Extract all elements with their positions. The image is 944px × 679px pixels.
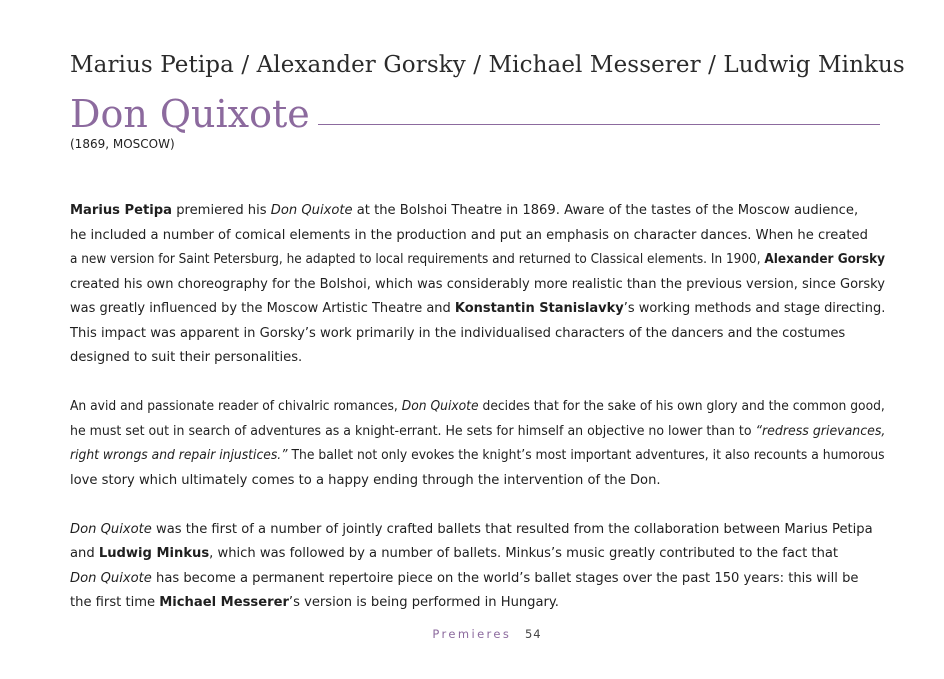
text-run: and xyxy=(70,546,99,561)
italic-text: Don Quixote xyxy=(270,203,353,218)
text-run: ’s working methods and stage directing. xyxy=(623,301,886,316)
text-line xyxy=(70,420,886,445)
text-run: created his own choreography for the Bolshoi, which was considerably more realistic than the previous version, since Gorsky xyxy=(70,276,885,292)
italic-text: Don Quixote xyxy=(70,521,152,537)
text-run: he must set out in search of adventures as a knight-errant. He sets for himself an objective no lower than to xyxy=(70,423,756,439)
bold-name: Michael Messerer xyxy=(159,595,289,610)
text-run: This impact was apparent in Gorsky’s work primarily in the individualised characters of the dancers and the costumes xyxy=(70,325,846,341)
text-run: was greatly influenced by the Moscow Artistic Theatre and xyxy=(70,301,455,316)
italic-text: right wrongs and repair injustices.” xyxy=(70,448,288,463)
italic-text: Don Quixote xyxy=(401,399,479,414)
italic-text: “redress grievances, xyxy=(755,423,886,439)
text-run: a new version for Saint Petersburg, he adapted to local requirements and returned to Classical elements. In 1900, xyxy=(70,252,765,267)
text-line xyxy=(70,297,886,322)
bold-name: Konstantin Stanislavky xyxy=(454,301,624,316)
page-title: Don Quixote xyxy=(70,92,310,136)
paragraph-gap xyxy=(70,493,890,518)
footer-section-label: Premieres xyxy=(432,627,512,641)
premiere-date-subtitle: (1869, MOSCOW) xyxy=(70,137,175,151)
bold-name: Alexander Gorsky xyxy=(764,252,886,267)
text-run: at the Bolshoi Theatre in 1869. Aware of the tastes of the Moscow audience, xyxy=(352,203,859,218)
text-run: has become a permanent repertoire piece on the world’s ballet stages over the past 150 years: this will be xyxy=(151,570,859,586)
text-line xyxy=(70,567,885,592)
text-run: An avid and passionate reader of chivalric romances, xyxy=(70,399,402,414)
text-line xyxy=(70,469,885,494)
bold-name: Ludwig Minkus xyxy=(98,546,210,561)
paragraph xyxy=(70,395,890,493)
text-line xyxy=(70,322,885,347)
text-line xyxy=(70,346,885,371)
italic-text: Don Quixote xyxy=(70,570,152,586)
bold-name: Marius Petipa xyxy=(70,203,173,218)
text-run: he included a number of comical elements in the production and put an emphasis on character dances. When he created xyxy=(70,227,868,243)
text-line xyxy=(70,444,885,469)
paragraph-gap xyxy=(70,371,890,396)
paragraph xyxy=(70,199,890,371)
text-line xyxy=(70,199,885,224)
text-run: premiered his xyxy=(172,203,271,218)
text-line xyxy=(70,518,885,543)
text-run: the first time xyxy=(70,595,160,610)
text-run: ’s version is being performed in Hungary. xyxy=(288,595,559,610)
text-run: The ballet not only evokes the knight’s most important adventures, it also recounts a humorous xyxy=(287,448,885,463)
page-footer xyxy=(0,627,944,641)
text-line xyxy=(70,224,885,249)
text-run: designed to suit their personalities. xyxy=(70,350,303,365)
text-line xyxy=(70,395,885,420)
title-rule xyxy=(318,124,880,125)
title-row xyxy=(70,92,880,136)
text-line xyxy=(70,591,885,616)
text-line xyxy=(70,542,885,567)
credits-line: Marius Petipa / Alexander Gorsky / Michael Messerer / Ludwig Minkus xyxy=(70,52,905,78)
text-run: was the first of a number of jointly crafted ballets that resulted from the collaboration between Marius Petipa xyxy=(151,521,873,537)
page-number: 54 xyxy=(524,627,542,641)
text-line xyxy=(70,273,885,298)
text-run: love story which ultimately comes to a happy ending through the intervention of the Don. xyxy=(70,472,661,488)
paragraph xyxy=(70,518,890,616)
text-run: decides that for the sake of his own glory and the common good, xyxy=(478,399,885,414)
body-text xyxy=(70,199,890,616)
text-run: , which was followed by a number of ballets. Minkus’s music greatly contributed to the fact that xyxy=(209,546,839,561)
text-line xyxy=(70,248,886,273)
